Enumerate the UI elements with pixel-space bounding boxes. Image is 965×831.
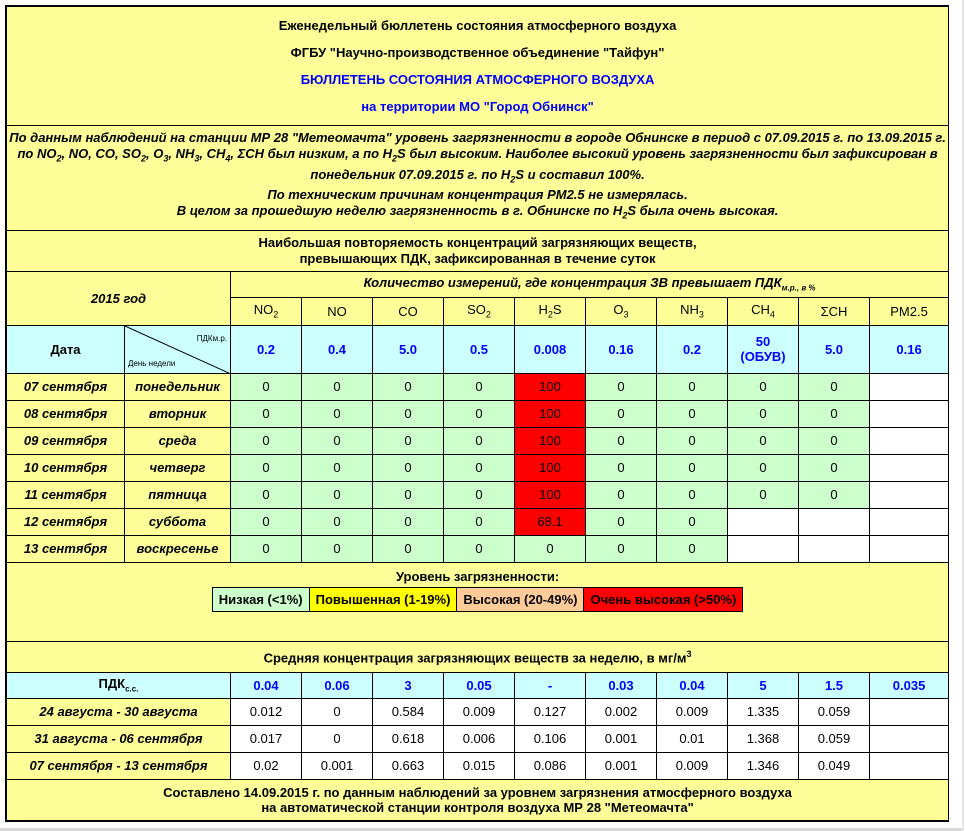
pdk-value: 50 (ОБУВ) bbox=[728, 325, 799, 373]
avg-cell: 0.015 bbox=[444, 752, 515, 779]
avg-pdk-value: 3 bbox=[373, 672, 444, 698]
avg-cell bbox=[870, 698, 949, 725]
pdk-value: 0.2 bbox=[657, 325, 728, 373]
legend-low: Низкая (<1%) bbox=[212, 587, 309, 611]
row-cell bbox=[728, 535, 799, 562]
row-cell: 0 bbox=[302, 454, 373, 481]
avg-row bbox=[7, 725, 949, 752]
legend-table bbox=[212, 587, 744, 612]
row-date: 09 сентября bbox=[7, 427, 125, 454]
measure-label: Количество измерений, где концентрация ЗВ превышает $ПДК_{м.р., в \%}$ bbox=[231, 271, 949, 297]
row-date: 12 сентября bbox=[7, 508, 125, 535]
avg-cell: 0.584 bbox=[373, 698, 444, 725]
avg-cell: 0.009 bbox=[657, 752, 728, 779]
row-cell: 0 bbox=[586, 400, 657, 427]
pdk-value: 0.4 bbox=[302, 325, 373, 373]
row-cell bbox=[870, 427, 949, 454]
pollutant-header: CO bbox=[373, 297, 444, 325]
row-cell: 100 bbox=[515, 373, 586, 400]
row-cell: 0 bbox=[586, 454, 657, 481]
row-cell: 0 bbox=[728, 373, 799, 400]
row-date: 08 сентября bbox=[7, 400, 125, 427]
pdk-value: 5.0 bbox=[799, 325, 870, 373]
title-line-3: БЮЛЛЕТЕНЬ СОСТОЯНИЯ АТМОСФЕРНОГО ВОЗДУХА bbox=[300, 71, 655, 87]
row-cell: 0 bbox=[444, 454, 515, 481]
row-weekday: среда bbox=[125, 427, 231, 454]
table-row bbox=[7, 535, 949, 562]
table-row bbox=[7, 400, 949, 427]
avg-cell: 0.001 bbox=[586, 725, 657, 752]
avg-pdk-value: 0.04 bbox=[231, 672, 302, 698]
row-cell: 0 bbox=[231, 454, 302, 481]
avg-cell: 0.106 bbox=[515, 725, 586, 752]
table-row bbox=[7, 481, 949, 508]
avg-cell: 0.009 bbox=[657, 698, 728, 725]
summary-pm25-note: По техническим причинам концентрация PM2.5 не измерялась. bbox=[267, 187, 688, 203]
avg-cell: 0.059 bbox=[799, 698, 870, 725]
row-cell: 0 bbox=[799, 454, 870, 481]
row-cell: 0 bbox=[586, 373, 657, 400]
row-cell: 0 bbox=[444, 400, 515, 427]
pdk-value: 0.5 bbox=[444, 325, 515, 373]
row-cell bbox=[870, 535, 949, 562]
row-cell: 0 bbox=[657, 400, 728, 427]
row-cell: 0 bbox=[586, 508, 657, 535]
avg-cell: 0.02 bbox=[231, 752, 302, 779]
row-cell: 0 bbox=[728, 481, 799, 508]
row-cell: 0 bbox=[302, 481, 373, 508]
title-line-4: на территории МО "Город Обнинск" bbox=[361, 98, 594, 114]
pollutant-header: $H_2S$ bbox=[515, 297, 586, 325]
date-header: Дата bbox=[7, 325, 125, 373]
row-cell: 0 bbox=[444, 535, 515, 562]
row-cell: 0 bbox=[231, 373, 302, 400]
row-cell: 0 bbox=[657, 427, 728, 454]
legend-high: Высокая (20-49%) bbox=[457, 587, 584, 611]
avg-cell: 0.001 bbox=[302, 752, 373, 779]
avg-cell: 0.127 bbox=[515, 698, 586, 725]
row-cell: 0 bbox=[799, 481, 870, 508]
avg-pdk-value: 5 bbox=[728, 672, 799, 698]
row-cell: 0 bbox=[373, 400, 444, 427]
avg-cell: 0.001 bbox=[586, 752, 657, 779]
row-cell: 0 bbox=[444, 508, 515, 535]
table-row bbox=[7, 427, 949, 454]
pdk-value: 0.16 bbox=[586, 325, 657, 373]
footer-line-2: на автоматической станции контроля воздуха МР 28 "Метеомачта" bbox=[261, 799, 694, 815]
year-label: 2015 год bbox=[7, 271, 231, 325]
pollutant-header: $NH_3$ bbox=[657, 297, 728, 325]
row-weekday: понедельник bbox=[125, 373, 231, 400]
recurrence-title: Наибольшая повторяемость концентраций загрязняющих веществ, превышающих ПДК, зафиксированная в течение суток bbox=[7, 230, 949, 271]
row-cell: 0 bbox=[231, 535, 302, 562]
row-cell: 0 bbox=[373, 535, 444, 562]
avg-period: 24 августа - 30 августа bbox=[7, 698, 231, 725]
avg-cell: 1.346 bbox=[728, 752, 799, 779]
row-cell: 0 bbox=[799, 373, 870, 400]
row-cell: 0 bbox=[373, 481, 444, 508]
row-cell bbox=[870, 481, 949, 508]
row-cell: 100 bbox=[515, 481, 586, 508]
table-row bbox=[7, 373, 949, 400]
row-cell: 0 bbox=[444, 481, 515, 508]
row-cell: 0 bbox=[444, 373, 515, 400]
avg-pdk-value: 0.035 bbox=[870, 672, 949, 698]
row-cell: 0 bbox=[302, 373, 373, 400]
row-cell bbox=[799, 508, 870, 535]
avg-cell: 0.059 bbox=[799, 725, 870, 752]
avg-cell: 0.01 bbox=[657, 725, 728, 752]
avg-pdk-value: 1.5 bbox=[799, 672, 870, 698]
row-cell: 0 bbox=[657, 508, 728, 535]
table-row bbox=[7, 454, 949, 481]
avg-pdk-label: $ПДК_{с.с.}$ bbox=[7, 672, 231, 698]
row-cell: 0 bbox=[231, 400, 302, 427]
avg-cell: 0.017 bbox=[231, 725, 302, 752]
row-cell bbox=[870, 508, 949, 535]
avg-cell: 0 bbox=[302, 698, 373, 725]
row-cell: 0 bbox=[302, 508, 373, 535]
avg-cell: 0.663 bbox=[373, 752, 444, 779]
row-cell: 0 bbox=[231, 427, 302, 454]
avg-cell: 0.618 bbox=[373, 725, 444, 752]
pdk-value: 0.008 bbox=[515, 325, 586, 373]
footer-line-1: Составлено 14.09.2015 г. по данным наблюдений за уровнем загрязнения атмосферного воздуха bbox=[163, 784, 792, 800]
row-cell bbox=[870, 373, 949, 400]
pollutant-header: $O_3$ bbox=[586, 297, 657, 325]
row-cell: 0 bbox=[657, 454, 728, 481]
footer-block bbox=[7, 779, 949, 820]
row-cell: 0 bbox=[586, 481, 657, 508]
page-edge-right bbox=[962, 0, 964, 831]
row-cell: 0 bbox=[231, 481, 302, 508]
avg-pdk-value: 0.04 bbox=[657, 672, 728, 698]
legend-medium: Повышенная (1-19%) bbox=[309, 587, 457, 611]
row-cell: 100 bbox=[515, 427, 586, 454]
row-cell: 0 bbox=[373, 454, 444, 481]
bulletin bbox=[5, 5, 949, 822]
row-cell: 100 bbox=[515, 454, 586, 481]
row-cell: 0 bbox=[728, 427, 799, 454]
pollutant-header: PM2.5 bbox=[870, 297, 949, 325]
row-cell: 0 bbox=[586, 427, 657, 454]
pollutant-header: $CH_4$ bbox=[728, 297, 799, 325]
title-line-1: Еженедельный бюллетень состояния атмосферного воздуха bbox=[278, 17, 677, 33]
row-cell: 0 bbox=[302, 535, 373, 562]
avg-cell: 0.012 bbox=[231, 698, 302, 725]
avg-cell: 0.002 bbox=[586, 698, 657, 725]
row-cell: 0 bbox=[728, 400, 799, 427]
pollutant-header: ΣCH bbox=[799, 297, 870, 325]
row-cell bbox=[799, 535, 870, 562]
row-weekday: вторник bbox=[125, 400, 231, 427]
pdk-value: 0.2 bbox=[231, 325, 302, 373]
row-cell: 0 bbox=[799, 400, 870, 427]
row-cell: 0 bbox=[373, 427, 444, 454]
title-block bbox=[7, 7, 949, 126]
avg-period: 07 сентября - 13 сентября bbox=[7, 752, 231, 779]
row-cell: 0 bbox=[657, 373, 728, 400]
pollutant-header: NO bbox=[302, 297, 373, 325]
avg-pdk-value: 0.03 bbox=[586, 672, 657, 698]
row-cell: 0 bbox=[302, 400, 373, 427]
row-weekday: пятница bbox=[125, 481, 231, 508]
row-cell bbox=[870, 400, 949, 427]
avg-pdk-value: - bbox=[515, 672, 586, 698]
avg-cell: 0.086 bbox=[515, 752, 586, 779]
row-date: 13 сентября bbox=[7, 535, 125, 562]
avg-cell: 0.049 bbox=[799, 752, 870, 779]
row-cell bbox=[728, 508, 799, 535]
avg-pdk-value: 0.06 bbox=[302, 672, 373, 698]
row-weekday: воскресенье bbox=[125, 535, 231, 562]
row-cell: 0 bbox=[586, 535, 657, 562]
row-cell: 0 bbox=[728, 454, 799, 481]
row-cell: 0 bbox=[231, 508, 302, 535]
averages-title: Средняя концентрация загрязняющих веществ за неделю, в $мг/м^3$ bbox=[7, 641, 949, 672]
title-line-2: ФГБУ "Научно-производственное объединение "Тайфун" bbox=[290, 44, 665, 60]
row-cell: 0 bbox=[373, 373, 444, 400]
row-cell: 0 bbox=[799, 427, 870, 454]
row-cell: 68.1 bbox=[515, 508, 586, 535]
legend-title: Уровень загрязненности: bbox=[395, 568, 560, 584]
bulletin-table bbox=[6, 6, 949, 821]
avg-period: 31 августа - 06 сентября bbox=[7, 725, 231, 752]
pollutant-header: $NO_2$ bbox=[231, 297, 302, 325]
row-cell: 0 bbox=[515, 535, 586, 562]
avg-cell bbox=[870, 752, 949, 779]
avg-row bbox=[7, 752, 949, 779]
pdk-value: 5.0 bbox=[373, 325, 444, 373]
summary-text: По данным наблюдений на станции МР 28 "Метеомачта" уровень загрязненности в городе Обнинске в период с 07.09.2015 г. по 13.09.2015 г. по $NO_2$, NO, CO, $SO_2$, $O_3$, $NH_3$, $CH_4$, ΣCH был низким, а по $H_2S$ был высоким. Наиболее высокий уровень загрязненности был зафиксирован в понедельник 07.09.2015 г. по $H_2S$ и составил 100%. По техническим причинам концентрация PM2.5 не измерялась. В целом за прошедшую неделю загрязненность в г. Обнинске по $H_2S$ была очень высокая. bbox=[7, 126, 949, 231]
row-cell: 0 bbox=[657, 481, 728, 508]
pdk-weekday-header: ПДКм.р. День недели bbox=[125, 325, 231, 373]
row-cell: 0 bbox=[302, 427, 373, 454]
legend-very-high: Очень высокая (>50%) bbox=[584, 587, 743, 611]
avg-cell: 1.368 bbox=[728, 725, 799, 752]
row-weekday: четверг bbox=[125, 454, 231, 481]
legend-block bbox=[7, 562, 949, 641]
row-date: 07 сентября bbox=[7, 373, 125, 400]
avg-cell: 0.009 bbox=[444, 698, 515, 725]
row-weekday: суббота bbox=[125, 508, 231, 535]
row-cell: 0 bbox=[657, 535, 728, 562]
row-cell: 0 bbox=[373, 508, 444, 535]
row-cell bbox=[870, 454, 949, 481]
avg-cell bbox=[870, 725, 949, 752]
avg-row bbox=[7, 698, 949, 725]
avg-pdk-value: 0.05 bbox=[444, 672, 515, 698]
table-row bbox=[7, 508, 949, 535]
row-date: 11 сентября bbox=[7, 481, 125, 508]
row-date: 10 сентября bbox=[7, 454, 125, 481]
pollutant-header: $SO_2$ bbox=[444, 297, 515, 325]
avg-cell: 0 bbox=[302, 725, 373, 752]
avg-cell: 1.335 bbox=[728, 698, 799, 725]
avg-cell: 0.006 bbox=[444, 725, 515, 752]
pdk-value: 0.16 bbox=[870, 325, 949, 373]
row-cell: 0 bbox=[444, 427, 515, 454]
row-cell: 100 bbox=[515, 400, 586, 427]
